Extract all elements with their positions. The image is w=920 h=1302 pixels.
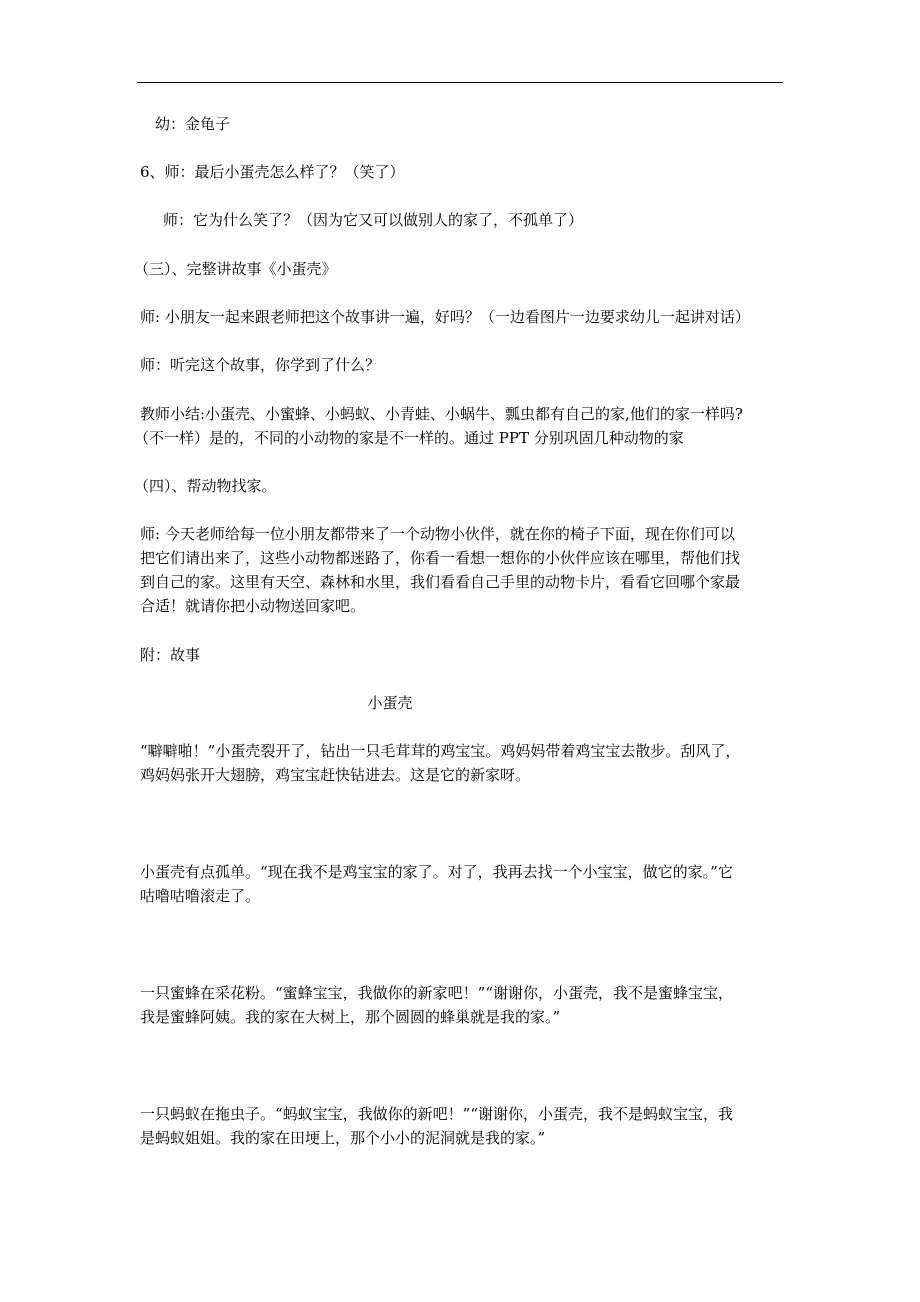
text-line-10: 师: 今天老师给每一位小朋友都带来了一个动物小伙伴，就在你的椅子下面，现在你们可以 (140, 525, 735, 543)
text-line-2: 6、师：最后小蛋壳怎么样了？（笑了） (140, 163, 405, 181)
appendix-label: 附：故事 (140, 646, 201, 664)
section-heading-4: （四）、帮动物找家。 (134, 477, 277, 495)
story-line-2: 鸡妈妈张开大翅膀，鸡宝宝赶快钻进去。这是它的新家呀。 (140, 766, 531, 784)
story-line-7: 一只蚂蚁在拖虫子。“蚂蚁宝宝，我做你的新吧！”“谢谢你，小蛋壳，我不是蚂蚁宝宝，我 (140, 1105, 734, 1123)
story-line-5: 一只蜜蜂在采花粉。“蜜蜂宝宝，我做你的新家吧！”“谢谢你，小蛋壳，我不是蜜蜂宝宝， (140, 984, 734, 1002)
story-line-6: 我是蜜蜂阿姨。我的家在大树上，那个圆圆的蜂巢就是我的家。” (140, 1008, 561, 1026)
text-line-12: 到自己的家。这里有天空、森林和水里，我们看看自己手里的动物卡片，看看它回哪个家最 (140, 573, 741, 591)
story-line-1: “噼噼啪！”小蛋壳裂开了，钻出一只毛茸茸的鸡宝宝。鸡妈妈带着鸡宝宝去散步。刮风了， (140, 742, 741, 760)
header-rule (137, 82, 783, 83)
story-line-4: 咕噜咕噜滚走了。 (140, 887, 261, 905)
text-line-5: 师: 小朋友一起来跟老师把这个故事讲一遍，好吗？（一边看图片一边要求幼儿一起讲对话） (140, 308, 750, 326)
text-line-1: 幼：金龟子 (155, 115, 231, 133)
text-line-6: 师：听完这个故事，你学到了什么？ (140, 356, 381, 374)
story-line-3: 小蛋壳有点孤单。“现在我不是鸡宝宝的家了。对了，我再去找一个小宝宝，做它的家。”它 (140, 863, 733, 881)
section-heading-3: （三）、完整讲故事《小蛋壳》 (134, 260, 337, 278)
text-line-3: 师：它为什么笑了？（因为它又可以做别人的家了，不孤单了） (163, 211, 584, 229)
text-line-11: 把它们请出来了，这些小动物都迷路了，你看一看想一想你的小伙伴应该在哪里，帮他们找 (140, 549, 741, 567)
text-line-7: 教师小结:小蛋壳、小蜜蜂、小蚂蚁、小青蛙、小蜗牛、瓢虫都有自己的家,他们的家一样吗? (140, 405, 743, 423)
text-line-13: 合适！就请你把小动物送回家吧。 (140, 597, 366, 615)
text-line-8: （不一样）是的，不同的小动物的家是不一样的。通过 PPT 分别巩固几种动物的家 (134, 429, 684, 447)
story-line-8: 是蚂蚁姐姐。我的家在田埂上，那个小小的泥洞就是我的家。” (140, 1129, 546, 1147)
story-title: 小蛋壳 (367, 694, 413, 712)
